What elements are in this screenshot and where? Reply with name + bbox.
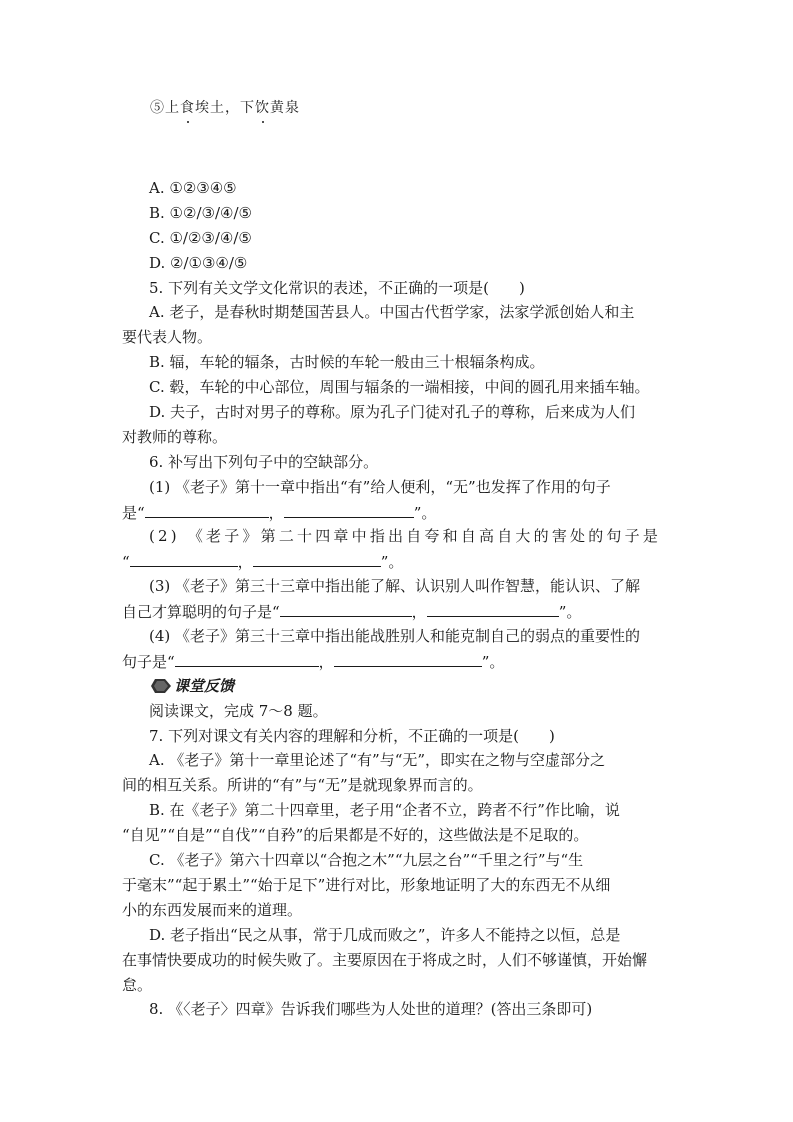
q6-part1-line1: (1) 《老子》第十一章中指出“有”给人便利，“无”也发挥了作用的句子 [149, 477, 611, 496]
q7-option-a-line1: A. 《老子》第十一章里论述了“有”与“无”，即实在之物与空虚部分之 [149, 751, 606, 770]
q5-option-b: B. 辐，车轮的辐条，古时候的车轮一般由三十根辐条构成。 [149, 353, 545, 372]
q8-stem: 8. 《〈老子〉四章》告诉我们哪些为人处世的道理？(答出三条即可) [149, 1000, 593, 1019]
q6-part2-line1: (2) 《老子》第二十四章中指出自夸和自高自大的害处的句子是 [149, 527, 662, 546]
q6-part3-line2: 自己才算聪明的句子是“ ， ”。 [122, 599, 672, 624]
item-number: ⑤ [150, 100, 165, 116]
q7-option-a-line2: 间的相互关系。所讲的“有”与“无”是就现象界而言的。 [122, 776, 483, 795]
q7-option-c-line3: 小的东西发展而来的道理。 [122, 900, 303, 919]
q7-stem: 7. 下列对课文有关内容的理解和分析，不正确的一项是( ) [149, 726, 555, 745]
q5-option-a-line1: A. 老子，是春秋时期楚国苦县人。中国古代哲学家，法家学派创始人和主 [149, 303, 635, 322]
q5-option-d-line1: D. 夫子，古时对男子的尊称。原为孔子门徒对孔子的尊称，后来成为人们 [149, 403, 636, 422]
q5-option-d-line2: 对教师的尊称。 [122, 427, 228, 446]
q5-option-a-line2: 要代表人物。 [122, 328, 213, 347]
answer-blank[interactable] [427, 599, 559, 617]
q7-option-c-line2: 于毫末”“起于累土”“始于足下”进行对比，形象地证明了大的东西无不从细 [122, 875, 611, 894]
answer-blank[interactable] [130, 549, 238, 567]
question-4-item-5: ⑤上食埃土，下饮黄泉 [150, 97, 300, 117]
answer-blank[interactable] [334, 649, 482, 667]
q4-option-a: A. ①②③④⑤ [149, 179, 237, 197]
answer-blank[interactable] [253, 549, 381, 567]
section-title: 课堂反馈 [174, 676, 235, 695]
q6-part3-line1: (3) 《老子》第三十三章中指出能了解、认识别人叫作智慧，能认识、了解 [149, 577, 641, 596]
answer-blank[interactable] [284, 500, 414, 518]
q6-part2-line2: “ ， ”。 [122, 549, 672, 574]
q4-option-d: D. ②/①③④/⑤ [149, 253, 248, 272]
q6-stem: 6. 补写出下列句子中的空缺部分。 [149, 452, 379, 471]
q5-stem: 5. 下列有关文学文化常识的表述，不正确的一项是( ) [149, 278, 525, 297]
q7-option-b-line1: B. 在《老子》第二十四章里，老子用“企者不立，跨者不行”作比喻，说 [149, 801, 620, 820]
q7-option-d-line1: D. 老子指出“民之从事，常于几成而败之”，许多人不能持之以恒，总是 [149, 925, 621, 944]
q5-option-c: C. 毂，车轮的中心部位，周围与辐条的一端相接，中间的圆孔用来插车轴。 [149, 378, 650, 397]
hexagon-icon [150, 678, 172, 694]
q7-option-d-line3: 怠。 [122, 975, 153, 994]
q6-part4-line1: (4) 《老子》第三十三章中指出能战胜别人和能克制自己的弱点的重要性的 [149, 627, 641, 646]
q4-option-b: B. ①②/③/④/⑤ [149, 203, 252, 222]
document-body [122, 176, 672, 1022]
reading-instruction: 阅读课文，完成 7～8 题。 [149, 701, 328, 720]
q7-option-d-line2: 在事情快要成功的时候失败了。主要原因在于将成之时，人们不够谨慎，开始懈 [122, 950, 648, 969]
q7-option-b-line2: “自见”“自是”“自伐”“自矜”的后果都是不好的，这些做法是不足取的。 [122, 826, 589, 845]
q4-option-c: C. ①/②③/④/⑤ [149, 228, 252, 247]
answer-blank[interactable] [280, 599, 412, 617]
emphasis-dot-char: 食 [180, 97, 195, 117]
q7-option-c-line1: C. 《老子》第六十四章以“合抱之木”“九层之台”“千里之行”与“生 [149, 851, 584, 870]
answer-blank[interactable] [175, 649, 319, 667]
section-header-classroom-feedback [122, 674, 672, 699]
q6-part1-line2: 是“ ， ”。 [122, 500, 672, 525]
answer-blank[interactable] [145, 500, 269, 518]
q6-part4-line2: 句子是“ ， ”。 [122, 649, 672, 674]
emphasis-dot-char: 饮 [255, 97, 270, 117]
